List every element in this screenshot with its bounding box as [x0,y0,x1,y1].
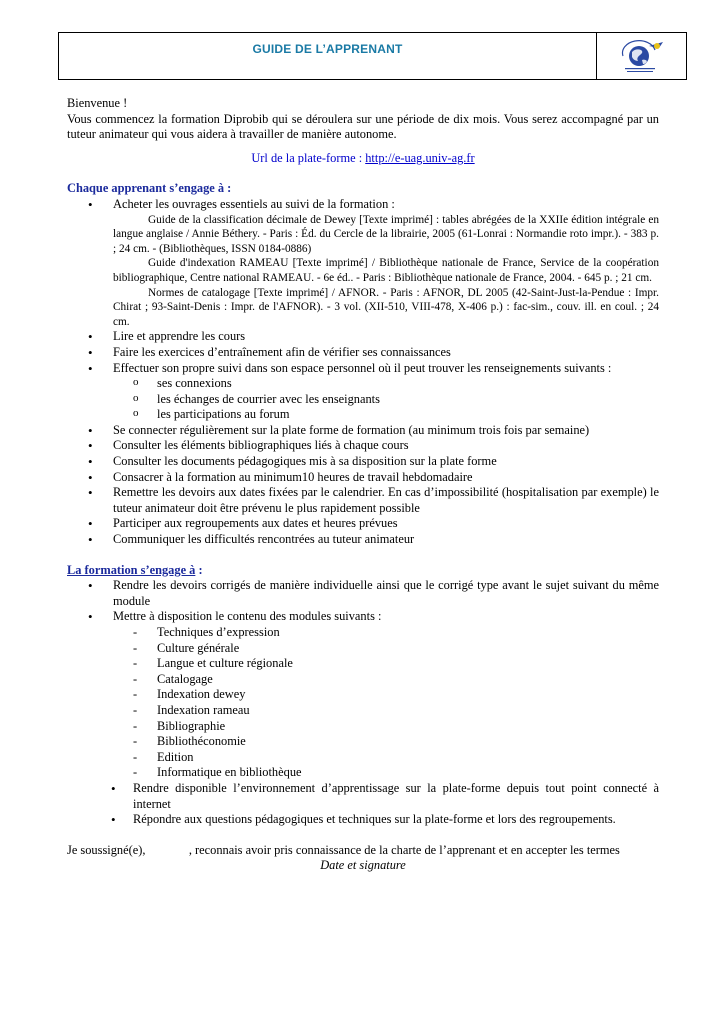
list-item: • Consulter les documents pédagogiques mis à sa disposition sur la plate forme [67,454,659,470]
header-box [58,32,687,80]
sub-item: o les échanges de courrier avec les enseignants [113,392,659,408]
intro-text: Vous commencez la formation Diprobib qui se déroulera sur une période de dix mois. Vous serez accompagné par un tuteur animateur qui vous aidera à travailler de manière autonome. [67,111,659,142]
reference-catalogage: Normes de catalogage [Texte imprimé] / AFNOR. - Paris : AFNOR, DL 2005 (42-Saint-Just-la-Pendue : Impr. Chirat ; 93-Saint-Denis : Impr. de l'AFNOR). - 3 vol. (XII-510, VIII-478, X-406 p.) : fac-sim., couv. ill. en coul. ; 24 cm. [113,286,659,328]
list-item: • Remettre les devoirs aux dates fixées par le calendrier. En cas d’impossibilité (hospitalisation par exemple) le tuteur animateur doit être prévenu le plus rapidement possible [67,485,659,516]
url-label: Url de la plate-forme [251,150,356,165]
module-item: - Indexation dewey [113,687,659,703]
list-item: • Mettre à disposition le contenu des modules suivants : - Techniques d’expression - Culture générale - Langue et culture régionale - Catalogage - Indexation dewey - Indexation rameau - Bibliographie - Bibliothéconomie - Edition - Informatique en bibliothèque [67,609,659,781]
reference-dewey: Guide de la classification décimale de Dewey [Texte imprimé] : tables abrégées de la XXIIe édition intégrale en langue anglaise / Annie Béthery. - Paris : Éd. du Cercle de la librairie, 2005 (61-Lonrai : Normandie roto impr.). - 383 p. ; 24 cm. - (Bibliothèques, ISSN 0184-0886) [113,213,659,255]
module-item: - Langue et culture régionale [113,656,659,672]
logo-cell [596,33,686,79]
reference-list [113,213,659,330]
platform-url-link[interactable]: http://e-uag.univ-ag.fr [365,150,475,165]
module-item: - Edition [113,750,659,766]
list-item: • Communiquer les difficultés rencontrées au tuteur animateur [67,532,659,548]
list-item: • Participer aux regroupements aux dates et heures prévues [67,516,659,532]
module-item: - Bibliothéconomie [113,734,659,750]
page-title: GUIDE DE L’APPRENANT [252,42,403,56]
module-item: - Indexation rameau [113,703,659,719]
sub-item: o les participations au forum [113,407,659,423]
module-item: - Informatique en bibliothèque [113,765,659,781]
url-line: Url de la plate-forme : http://e-uag.univ-ag.fr [251,150,475,165]
greeting: Bienvenue ! [67,96,128,110]
list-item: • Répondre aux questions pédagogiques et techniques sur la plate-forme et lors des regroupements. [67,812,659,828]
header-title-cell [59,33,597,79]
module-item: - Catalogage [113,672,659,688]
document-body [67,96,659,874]
training-heading-line: La formation s’engage à : [67,562,203,577]
module-item: - Bibliographie [113,719,659,735]
training-list-2 [67,781,659,828]
modules-sublist [113,625,659,781]
list-item: • Rendre disponible l’environnement d’apprentissage sur la plate-forme depuis tout point connecté à internet [67,781,659,812]
module-item: - Techniques d’expression [113,625,659,641]
learner-list [67,197,659,548]
training-list [67,578,659,781]
learner-heading: Chaque apprenant s’engage à : [67,181,232,196]
signature-statement: Je soussigné(e), , reconnais avoir pris connaissance de la charte de l’apprenant et en accepter les termes [67,842,620,857]
globe-logo-icon [611,36,671,76]
reference-rameau: Guide d'indexation RAMEAU [Texte imprimé] / Bibliothèque nationale de France, Service de la coopération bibliographique, Centre national RAMEAU. - 6e éd.. - Paris : Bibliothèque nationale de France, 2004. - 645 p. ; 21 cm. [113,257,659,284]
module-item: - Culture générale [113,641,659,657]
list-item: • Effectuer son propre suivi dans son espace personnel où il peut trouver les renseignements suivants : o ses connexions o les échanges de courrier avec les enseignants o les participations au forum [67,361,659,423]
list-item: • Acheter les ouvrages essentiels au suivi de la formation : Guide de la classification décimale de Dewey [Texte imprimé] : tables abrégées de la XXIIe édition intégrale en langue anglaise / Annie Béthery. - Paris : Éd. du Cercle de la librairie, 2005 (61-Lonrai : Normandie roto impr.). - 383 p. ; 24 cm. - (Bibliothèques, ISSN 0184-0886) Guide d'indexation RAMEAU [Texte imprimé] / Bibliothèque nationale de France, Service de la coopération bibliographique, Centre national RAMEAU. - 6e éd.. - Paris : Bibliothèque nationale de France, 2004. - 645 p. ; 21 cm. Normes de catalogage [Texte imprimé] / AFNOR. - Paris : AFNOR, DL 2005 (42-Saint-Just-la-Pendue : Impr. Chirat ; 93-Saint-Denis : Impr. de l'AFNOR). - 3 vol. (XII-510, VIII-478, X-406 p.) : fac-sim., couv. ill. en coul. ; 24 cm. [67,197,659,329]
list-item: • Rendre les devoirs corrigés de manière individuelle ainsi que le corrigé type avant le sujet suivant du même module [67,578,659,609]
list-item: • Consacrer à la formation au minimum10 heures de travail hebdomadaire [67,470,659,486]
sub-item: o ses connexions [113,376,659,392]
suivi-sublist [113,376,659,423]
list-item: • Lire et apprendre les cours [67,329,659,345]
list-item: • Faire les exercices d’entraînement afin de vérifier ses connaissances [67,345,659,361]
training-heading: La formation s’engage à [67,562,196,577]
list-item: • Se connecter régulièrement sur la plate forme de formation (au minimum trois fois par semaine) [67,423,659,439]
list-item: • Consulter les éléments bibliographiques liés à chaque cours [67,438,659,454]
date-signature-label: Date et signature [320,858,406,873]
